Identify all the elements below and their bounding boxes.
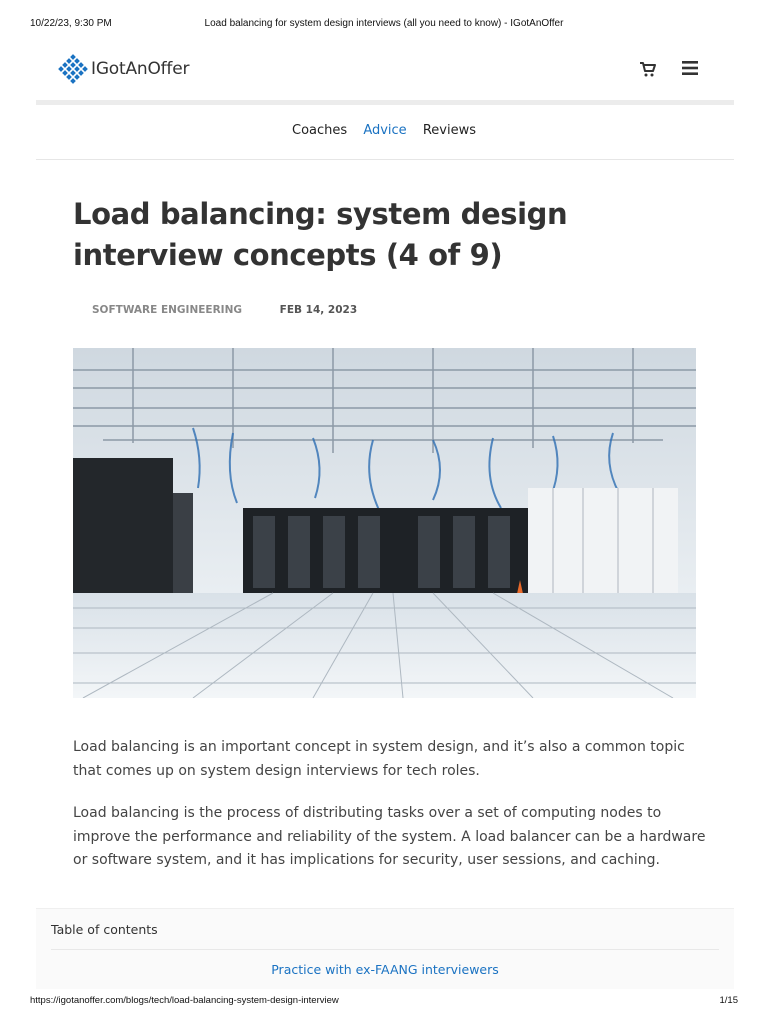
hero-image-data-center [73,348,696,698]
article-meta [92,304,357,316]
logo-text: IGotAnOffer [91,59,190,79]
print-datetime: 10/22/23, 9:30 PM [30,18,112,29]
nav-divider [36,159,734,160]
publish-date: FEB 14, 2023 [279,304,358,316]
toc-link-practice[interactable]: Practice with ex-FAANG interviewers [271,962,499,977]
header-divider-bar [36,100,734,105]
definition-paragraph: Load balancing is the process of distributing tasks over a set of computing nodes to improve the performance and reliability of the system. A load balancer can be a hardware or software system, and it has implications for security, user sessions, and caching. [73,805,706,868]
nav-item-reviews[interactable]: Reviews [422,123,476,138]
print-footer [0,995,768,1009]
intro-paragraph: Load balancing is an important concept in system design, and it’s also a common topic that comes up on system design interviews for tech roles. [73,739,685,779]
toc-divider [51,949,719,950]
print-page-title: Load balancing for system design interviews (all you need to know) - IGotAnOffer [204,18,564,29]
nav-item-advice[interactable]: Advice [363,123,407,138]
cart-icon[interactable] [638,59,658,79]
print-url: https://igotanoffer.com/blogs/tech/load-balancing-system-design-interview [30,995,339,1006]
logo[interactable] [58,54,189,84]
page-title: Load balancing: system design interview concepts (4 of 9) [73,197,568,272]
main-nav [0,123,768,138]
site-header [36,50,734,90]
table-of-contents [36,908,734,989]
category-label[interactable]: SOFTWARE ENGINEERING [92,304,242,316]
logo-diamond-icon [58,54,88,84]
toc-title[interactable]: Table of contents [51,922,158,937]
nav-item-coaches[interactable]: Coaches [292,123,348,138]
print-header [0,18,768,32]
print-page-number: 1/15 [719,995,738,1006]
menu-icon[interactable] [681,59,699,77]
